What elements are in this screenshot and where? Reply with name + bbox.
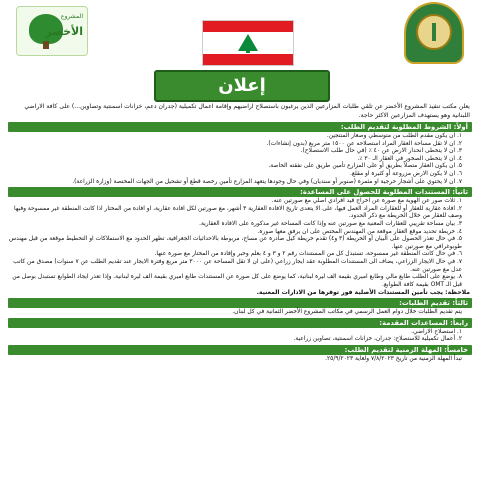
section-list xyxy=(8,356,472,364)
green-project-logo: المشروع الأخضر xyxy=(16,6,88,56)
page-title: إعلان xyxy=(154,70,330,102)
section-heading: خامساً: المهلة الزمنية لتقديم الطلب: xyxy=(8,345,472,355)
list-item: ٥. في حال تعذر الحصول على البيان أو الخريطة (٣ و٤) تقدم خريطة كيل صادرة عن مساح، مربوطة بالاحداثيات الجغرافية، تظهر الحدود مع الاستملاكات او التخطيط موقعة من قبل مهندس طوبوغرافي مع صورتين عنها. xyxy=(8,236,462,250)
list-item: ٣. بيان مساحة تقريبي للعقارات المعنية مع صورتين عنه وإذا كانت المساحة غير مذكورة على الافادة العقارية. xyxy=(199,220,462,227)
section-list xyxy=(8,309,472,317)
section-heading: رابعاً: المساعدات المقدمة: xyxy=(8,318,472,328)
list-item: ٢. أعمال تكميلية للاستصلاح: جدران، خزانات اسمنتية، تصاوين زراعية. xyxy=(293,336,462,343)
list-item: ٨. يوضع على الطلب طابع مالي وطابع اميري بقيمة الف ليرة لبنانية، كما يوضع على كل صورة عن المستندات طابع اميري بقيمة الف ليرة لبنانية. وإذا تعذر ايجاد الطوابع تستبدل بوصل من قبل الـ OMT بقيمة كافة الطوابع. xyxy=(12,274,462,288)
note-text: ملاحظة: يجب تأمين المستندات الأصلية فور توفرها من الادارات المعنية. xyxy=(256,289,470,297)
intro-text: يعلن مكتب تنفيذ المشروع الأخضر عن تلقي طلبات المزارعين الذين يرغبون باستصلاح اراضيهم وإقامة اعمال تكميلية (جدران دعم، خزانات اسمنتية وتصاوين...) على كافة الاراضي اللبنانية وهو يستهدف المزارعين الاكثر حاجة. xyxy=(24,103,470,119)
list-item: ٥. ان يكون العقار متصلاً بطريق أو على المزارع تأمين طريق على نفقته الخاصة. xyxy=(268,163,462,170)
ministry-emblem-icon xyxy=(404,2,464,64)
list-item: ٦. ان لا يكون الارض مزروعة أو كثيرة او مقلع. xyxy=(350,170,462,177)
lebanon-flag-icon xyxy=(202,20,294,66)
section-list xyxy=(8,198,472,289)
section-heading: أولاً: الشروط المطلوبة لتقديم الطلب: xyxy=(8,122,472,132)
list-item: ٧. ان لا يحتوي على أشجار حرجية او مثمرة (صنوبر أو سنديان) وفي حال وجودها يتعهد المزارع تأمين رخصة قطع أو تشحيل من الجهات المختصة (وزارة الزراعة). xyxy=(72,178,462,185)
list-item: ١. استصلاح الاراضي. xyxy=(411,328,462,335)
header xyxy=(8,0,472,64)
list-item: ٢. ان لا تقل مساحة العقار المراد استصلاحه عن ١٥٠٠ متر مربع (بدون إنشاءات). xyxy=(266,140,462,147)
list-item: تبدأ المهلة الزمنية من تاريخ ٧/٨/٢٠٢٣ ولغاية ٢٥/٩/٢٠٢٣. xyxy=(325,356,462,363)
list-item: ٦. في حال كانت المنطقة غير ممسوحة، تستبدل كل من المستندات رقم ٢ و ٣ و ٤ بعلم وخبر وإفادة من المختار مع صورة عنها. xyxy=(154,251,462,258)
list-item: ١. ثلاث صور عن الهوية مع صورة عن اخراج قيد افرادي اصلي مع صورتين عنه. xyxy=(271,198,462,205)
list-item: ٤. خريطة تحديد موقع العقار موقعة من المهندس المختص على ان يرفق معها صورة. xyxy=(257,228,462,235)
list-item: ٢. افادة عقارية للعقار أو للعقارات المراد العمل فيها، على الا يتعدى تاريخ الافادة العقارية ٣ أشهر، مع صورتين لكل افادة عقارية، او افادة من المختار اذا كانت المنطقة غير ممسوحة وفيها وصف للعقار من خلال الخريطة مع ذكر الحدود. xyxy=(14,205,462,220)
list-item: ٣. ان لا يتخطى انحدار الارض عن ٤٠ ٪ (في حال طلب الاستصلاح). xyxy=(300,148,462,155)
section-list xyxy=(8,133,472,186)
list-item: ١. ان يكون مقدم الطلب من متوسطي وصغار المنتجين. xyxy=(326,133,462,139)
section-heading: ثانياً: المستندات المطلوبة للحصول على المساعدة: xyxy=(8,187,472,197)
section-list xyxy=(8,329,472,344)
announcement-body xyxy=(8,102,472,364)
list-item: ٧. في حال الايجار الزراعي، يضاف الى المستندات المطلوبة عقد ايجار زراعي (على ان لا تقل المساحة عن ٣٠٠٠ متر مربع وفترة الايجار عند تقديم الطلب عن ٧ سنوات) مصدق من كاتب عدل مع صورتين عنه. xyxy=(13,258,462,273)
list-item: يتم تقديم الطلبات خلال دوام العمل الرسمي في مكاتب المشروع الأخضر الثمانية في كل لبنان. xyxy=(232,309,462,316)
list-item: ٤. ان لا يتخطى الصخور في العقار الـ ٣٠ ٪. xyxy=(357,155,462,162)
section-heading: ثالثاً: تقديم الطلبات: xyxy=(8,298,472,308)
